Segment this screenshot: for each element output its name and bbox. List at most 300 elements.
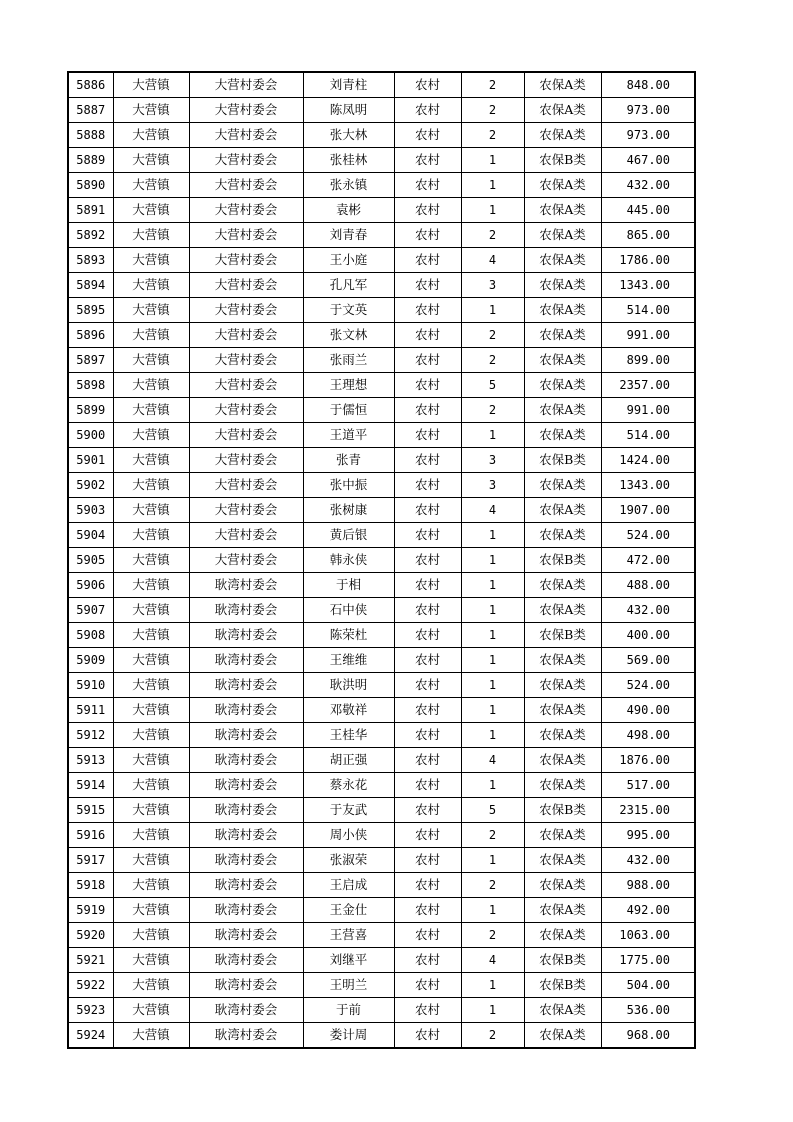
person-name-cell: 张永镇 [303,173,394,198]
area-type-cell: 农村 [394,598,461,623]
area-type-cell: 农村 [394,573,461,598]
area-type-cell: 农村 [394,173,461,198]
village-committee-cell: 耿湾村委会 [189,648,303,673]
serial-number-cell: 5916 [68,823,113,848]
town-cell: 大营镇 [113,298,189,323]
serial-number-cell: 5904 [68,523,113,548]
household-count-cell: 2 [461,98,524,123]
village-committee-cell: 耿湾村委会 [189,573,303,598]
village-committee-cell: 大营村委会 [189,248,303,273]
town-cell: 大营镇 [113,823,189,848]
insurance-category-cell: 农保A类 [524,773,601,798]
table-row [68,673,695,698]
household-count-cell: 1 [461,673,524,698]
person-name-cell: 周小侠 [303,823,394,848]
table-row [68,173,695,198]
town-cell: 大营镇 [113,123,189,148]
person-name-cell: 王金仕 [303,898,394,923]
area-type-cell: 农村 [394,148,461,173]
town-cell: 大营镇 [113,273,189,298]
insurance-category-cell: 农保A类 [524,898,601,923]
serial-number-cell: 5919 [68,898,113,923]
village-committee-cell: 耿湾村委会 [189,1023,303,1049]
town-cell: 大营镇 [113,773,189,798]
table-row [68,273,695,298]
serial-number-cell: 5886 [68,72,113,98]
household-count-cell: 1 [461,623,524,648]
table-row [68,748,695,773]
insurance-category-cell: 农保B类 [524,548,601,573]
amount-cell: 504.00 [601,973,695,998]
table-row [68,373,695,398]
area-type-cell: 农村 [394,698,461,723]
town-cell: 大营镇 [113,748,189,773]
person-name-cell: 韩永侠 [303,548,394,573]
amount-cell: 536.00 [601,998,695,1023]
area-type-cell: 农村 [394,273,461,298]
person-name-cell: 石中侠 [303,598,394,623]
table-row [68,473,695,498]
household-count-cell: 2 [461,923,524,948]
area-type-cell: 农村 [394,248,461,273]
serial-number-cell: 5892 [68,223,113,248]
person-name-cell: 王桂华 [303,723,394,748]
table-row [68,998,695,1023]
person-name-cell: 刘继平 [303,948,394,973]
serial-number-cell: 5902 [68,473,113,498]
table-row [68,123,695,148]
table-row [68,323,695,348]
village-committee-cell: 大营村委会 [189,498,303,523]
serial-number-cell: 5905 [68,548,113,573]
person-name-cell: 王启成 [303,873,394,898]
town-cell: 大营镇 [113,598,189,623]
amount-cell: 432.00 [601,598,695,623]
serial-number-cell: 5914 [68,773,113,798]
serial-number-cell: 5915 [68,798,113,823]
person-name-cell: 娄计周 [303,1023,394,1049]
amount-cell: 1876.00 [601,748,695,773]
village-committee-cell: 耿湾村委会 [189,873,303,898]
table-row [68,623,695,648]
insurance-category-cell: 农保A类 [524,273,601,298]
town-cell: 大营镇 [113,973,189,998]
serial-number-cell: 5906 [68,573,113,598]
serial-number-cell: 5920 [68,923,113,948]
village-committee-cell: 大营村委会 [189,398,303,423]
town-cell: 大营镇 [113,423,189,448]
serial-number-cell: 5897 [68,348,113,373]
village-committee-cell: 耿湾村委会 [189,823,303,848]
serial-number-cell: 5887 [68,98,113,123]
town-cell: 大营镇 [113,173,189,198]
amount-cell: 968.00 [601,1023,695,1049]
insurance-category-cell: 农保A类 [524,298,601,323]
household-count-cell: 5 [461,373,524,398]
village-committee-cell: 大营村委会 [189,173,303,198]
village-committee-cell: 大营村委会 [189,548,303,573]
household-count-cell: 1 [461,148,524,173]
household-count-cell: 1 [461,848,524,873]
person-name-cell: 于前 [303,998,394,1023]
amount-cell: 1424.00 [601,448,695,473]
table-row [68,923,695,948]
town-cell: 大营镇 [113,523,189,548]
amount-cell: 517.00 [601,773,695,798]
amount-cell: 400.00 [601,623,695,648]
person-name-cell: 于儒恒 [303,398,394,423]
town-cell: 大营镇 [113,373,189,398]
area-type-cell: 农村 [394,198,461,223]
area-type-cell: 农村 [394,348,461,373]
village-committee-cell: 大营村委会 [189,273,303,298]
person-name-cell: 于友武 [303,798,394,823]
household-count-cell: 1 [461,573,524,598]
table-row [68,298,695,323]
household-count-cell: 2 [461,223,524,248]
area-type-cell: 农村 [394,773,461,798]
insurance-category-cell: 农保A类 [524,573,601,598]
village-committee-cell: 大营村委会 [189,473,303,498]
amount-cell: 2315.00 [601,798,695,823]
serial-number-cell: 5898 [68,373,113,398]
area-type-cell: 农村 [394,548,461,573]
amount-cell: 2357.00 [601,373,695,398]
village-committee-cell: 耿湾村委会 [189,723,303,748]
village-committee-cell: 耿湾村委会 [189,623,303,648]
insurance-category-cell: 农保B类 [524,798,601,823]
insurance-category-cell: 农保A类 [524,98,601,123]
town-cell: 大营镇 [113,698,189,723]
amount-cell: 1343.00 [601,473,695,498]
insurance-category-cell: 农保B类 [524,448,601,473]
table-row [68,798,695,823]
area-type-cell: 农村 [394,523,461,548]
area-type-cell: 农村 [394,848,461,873]
town-cell: 大营镇 [113,398,189,423]
town-cell: 大营镇 [113,648,189,673]
amount-cell: 432.00 [601,848,695,873]
insurance-category-cell: 农保A类 [524,673,601,698]
area-type-cell: 农村 [394,98,461,123]
village-committee-cell: 大营村委会 [189,123,303,148]
amount-cell: 492.00 [601,898,695,923]
area-type-cell: 农村 [394,823,461,848]
amount-cell: 899.00 [601,348,695,373]
table-row [68,198,695,223]
serial-number-cell: 5917 [68,848,113,873]
village-committee-cell: 大营村委会 [189,98,303,123]
serial-number-cell: 5923 [68,998,113,1023]
table-row [68,548,695,573]
serial-number-cell: 5888 [68,123,113,148]
person-name-cell: 黄后银 [303,523,394,548]
village-committee-cell: 耿湾村委会 [189,748,303,773]
serial-number-cell: 5895 [68,298,113,323]
table-row [68,448,695,473]
person-name-cell: 邓敬祥 [303,698,394,723]
serial-number-cell: 5913 [68,748,113,773]
area-type-cell: 农村 [394,123,461,148]
insurance-category-cell: 农保A类 [524,848,601,873]
town-cell: 大营镇 [113,798,189,823]
serial-number-cell: 5889 [68,148,113,173]
insurance-category-cell: 农保A类 [524,723,601,748]
serial-number-cell: 5912 [68,723,113,748]
person-name-cell: 张雨兰 [303,348,394,373]
insurance-category-cell: 农保A类 [524,72,601,98]
town-cell: 大营镇 [113,548,189,573]
table-row [68,223,695,248]
town-cell: 大营镇 [113,148,189,173]
person-name-cell: 张桂林 [303,148,394,173]
town-cell: 大营镇 [113,848,189,873]
town-cell: 大营镇 [113,72,189,98]
table-row [68,1023,695,1049]
serial-number-cell: 5894 [68,273,113,298]
person-name-cell: 陈荣杜 [303,623,394,648]
village-committee-cell: 大营村委会 [189,523,303,548]
serial-number-cell: 5909 [68,648,113,673]
household-count-cell: 1 [461,548,524,573]
household-count-cell: 1 [461,973,524,998]
town-cell: 大营镇 [113,473,189,498]
person-name-cell: 王道平 [303,423,394,448]
person-name-cell: 刘青春 [303,223,394,248]
insurance-category-cell: 农保A类 [524,173,601,198]
area-type-cell: 农村 [394,423,461,448]
household-count-cell: 1 [461,173,524,198]
town-cell: 大营镇 [113,248,189,273]
serial-number-cell: 5893 [68,248,113,273]
table-row [68,148,695,173]
person-name-cell: 王小庭 [303,248,394,273]
insurance-category-cell: 农保B类 [524,948,601,973]
serial-number-cell: 5908 [68,623,113,648]
serial-number-cell: 5896 [68,323,113,348]
area-type-cell: 农村 [394,223,461,248]
serial-number-cell: 5891 [68,198,113,223]
household-count-cell: 2 [461,323,524,348]
insurance-category-cell: 农保A类 [524,123,601,148]
amount-cell: 1907.00 [601,498,695,523]
town-cell: 大营镇 [113,448,189,473]
table-row [68,523,695,548]
serial-number-cell: 5922 [68,973,113,998]
area-type-cell: 农村 [394,323,461,348]
household-count-cell: 4 [461,748,524,773]
area-type-cell: 农村 [394,373,461,398]
town-cell: 大营镇 [113,98,189,123]
village-committee-cell: 耿湾村委会 [189,598,303,623]
household-count-cell: 1 [461,198,524,223]
area-type-cell: 农村 [394,723,461,748]
village-committee-cell: 耿湾村委会 [189,798,303,823]
table-row [68,648,695,673]
town-cell: 大营镇 [113,673,189,698]
amount-cell: 991.00 [601,398,695,423]
area-type-cell: 农村 [394,673,461,698]
household-count-cell: 1 [461,648,524,673]
person-name-cell: 张树康 [303,498,394,523]
serial-number-cell: 5918 [68,873,113,898]
area-type-cell: 农村 [394,72,461,98]
amount-cell: 1775.00 [601,948,695,973]
person-name-cell: 于相 [303,573,394,598]
amount-cell: 498.00 [601,723,695,748]
table-row [68,573,695,598]
household-count-cell: 4 [461,948,524,973]
serial-number-cell: 5890 [68,173,113,198]
table-row [68,873,695,898]
person-name-cell: 张大林 [303,123,394,148]
person-name-cell: 张中振 [303,473,394,498]
insurance-category-cell: 农保A类 [524,748,601,773]
household-count-cell: 1 [461,723,524,748]
table-row [68,398,695,423]
area-type-cell: 农村 [394,623,461,648]
serial-number-cell: 5911 [68,698,113,723]
insurance-category-cell: 农保A类 [524,223,601,248]
insurance-category-cell: 农保A类 [524,473,601,498]
village-committee-cell: 耿湾村委会 [189,998,303,1023]
serial-number-cell: 5910 [68,673,113,698]
household-count-cell: 1 [461,898,524,923]
area-type-cell: 农村 [394,648,461,673]
town-cell: 大营镇 [113,998,189,1023]
serial-number-cell: 5900 [68,423,113,448]
insurance-category-cell: 农保A类 [524,998,601,1023]
table-row [68,248,695,273]
town-cell: 大营镇 [113,948,189,973]
village-committee-cell: 大营村委会 [189,72,303,98]
insurance-category-cell: 农保A类 [524,698,601,723]
insurance-category-cell: 农保A类 [524,423,601,448]
town-cell: 大营镇 [113,1023,189,1049]
village-committee-cell: 耿湾村委会 [189,973,303,998]
village-committee-cell: 大营村委会 [189,148,303,173]
amount-cell: 445.00 [601,198,695,223]
area-type-cell: 农村 [394,398,461,423]
insurance-category-cell: 农保A类 [524,398,601,423]
household-count-cell: 2 [461,1023,524,1049]
amount-cell: 973.00 [601,98,695,123]
village-committee-cell: 大营村委会 [189,348,303,373]
person-name-cell: 于文英 [303,298,394,323]
area-type-cell: 农村 [394,998,461,1023]
person-name-cell: 胡正强 [303,748,394,773]
household-count-cell: 4 [461,498,524,523]
person-name-cell: 蔡永花 [303,773,394,798]
amount-cell: 848.00 [601,72,695,98]
insurance-category-cell: 农保A类 [524,873,601,898]
insurance-category-cell: 农保A类 [524,1023,601,1049]
town-cell: 大营镇 [113,348,189,373]
village-committee-cell: 大营村委会 [189,223,303,248]
area-type-cell: 农村 [394,898,461,923]
table-row [68,598,695,623]
amount-cell: 1343.00 [601,273,695,298]
town-cell: 大营镇 [113,923,189,948]
amount-cell: 467.00 [601,148,695,173]
area-type-cell: 农村 [394,498,461,523]
amount-cell: 991.00 [601,323,695,348]
insurance-category-cell: 农保B类 [524,623,601,648]
insurance-category-cell: 农保A类 [524,323,601,348]
table-row [68,823,695,848]
household-count-cell: 3 [461,273,524,298]
table-row [68,423,695,448]
area-type-cell: 农村 [394,873,461,898]
village-committee-cell: 耿湾村委会 [189,898,303,923]
area-type-cell: 农村 [394,298,461,323]
table-row [68,498,695,523]
household-count-cell: 1 [461,298,524,323]
town-cell: 大营镇 [113,223,189,248]
person-name-cell: 孔凡军 [303,273,394,298]
insurance-category-cell: 农保A类 [524,523,601,548]
person-name-cell: 王维维 [303,648,394,673]
insurance-category-cell: 农保A类 [524,598,601,623]
person-name-cell: 耿洪明 [303,673,394,698]
household-count-cell: 2 [461,123,524,148]
household-count-cell: 2 [461,873,524,898]
town-cell: 大营镇 [113,573,189,598]
table-row [68,848,695,873]
area-type-cell: 农村 [394,973,461,998]
area-type-cell: 农村 [394,448,461,473]
village-committee-cell: 耿湾村委会 [189,698,303,723]
household-count-cell: 1 [461,998,524,1023]
village-committee-cell: 大营村委会 [189,423,303,448]
table-row [68,348,695,373]
insurance-category-cell: 农保A类 [524,198,601,223]
insurance-category-cell: 农保A类 [524,823,601,848]
amount-cell: 524.00 [601,523,695,548]
village-committee-cell: 大营村委会 [189,298,303,323]
household-count-cell: 2 [461,823,524,848]
table-row [68,948,695,973]
village-committee-cell: 耿湾村委会 [189,773,303,798]
household-count-cell: 1 [461,523,524,548]
village-committee-cell: 大营村委会 [189,373,303,398]
household-count-cell: 4 [461,248,524,273]
town-cell: 大营镇 [113,498,189,523]
insurance-category-cell: 农保B类 [524,148,601,173]
insurance-category-cell: 农保B类 [524,973,601,998]
town-cell: 大营镇 [113,623,189,648]
amount-cell: 488.00 [601,573,695,598]
area-type-cell: 农村 [394,473,461,498]
serial-number-cell: 5921 [68,948,113,973]
insurance-category-cell: 农保A类 [524,248,601,273]
person-name-cell: 王理想 [303,373,394,398]
serial-number-cell: 5907 [68,598,113,623]
amount-cell: 995.00 [601,823,695,848]
village-committee-cell: 大营村委会 [189,198,303,223]
village-committee-cell: 耿湾村委会 [189,948,303,973]
records-table [67,71,696,1049]
person-name-cell: 袁彬 [303,198,394,223]
household-count-cell: 1 [461,773,524,798]
amount-cell: 490.00 [601,698,695,723]
person-name-cell: 王明兰 [303,973,394,998]
town-cell: 大营镇 [113,198,189,223]
household-count-cell: 2 [461,348,524,373]
person-name-cell: 张文林 [303,323,394,348]
area-type-cell: 农村 [394,1023,461,1049]
amount-cell: 988.00 [601,873,695,898]
